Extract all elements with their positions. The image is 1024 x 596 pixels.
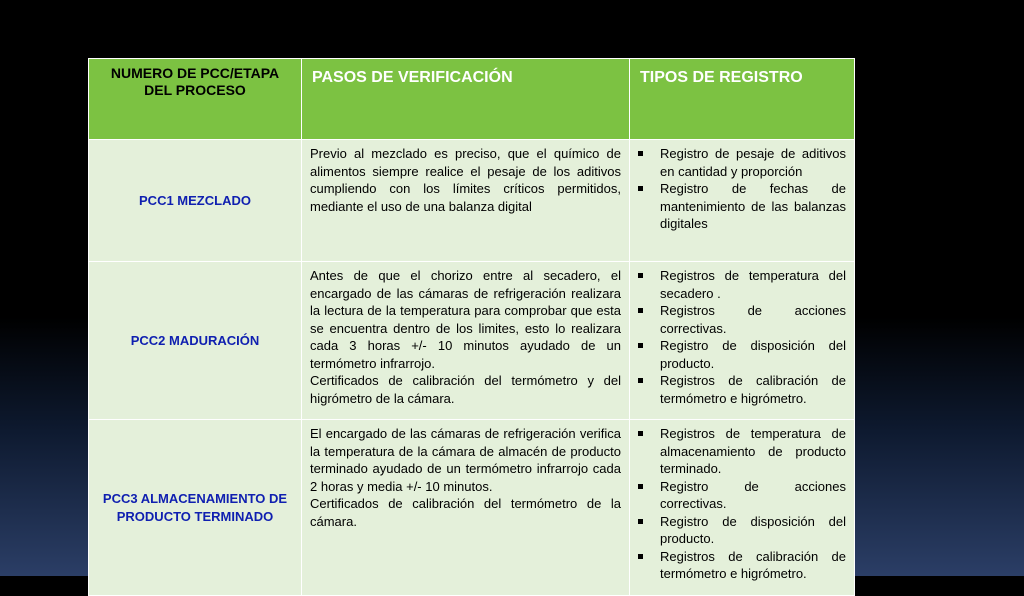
square-bullet-icon — [638, 343, 643, 348]
records-cell — [630, 262, 855, 420]
square-bullet-icon — [638, 151, 643, 156]
table-header-row — [89, 59, 855, 140]
square-bullet-icon — [638, 554, 643, 559]
square-bullet-icon — [638, 484, 643, 489]
list-item: Registro de disposición del producto. — [636, 337, 846, 372]
table-row — [89, 140, 855, 262]
list-item: Registro de disposición del producto. — [636, 513, 846, 548]
square-bullet-icon — [638, 186, 643, 191]
steps-paragraph: Certificados de calibración del termómetro y del higrómetro de la cámara. — [310, 373, 621, 406]
list-item: Registro de pesaje de aditivos en cantidad y proporción — [636, 145, 846, 180]
list-item: Registros de temperatura de almacenamiento de producto terminado. — [636, 425, 846, 478]
list-item: Registros de temperatura del secadero . — [636, 267, 846, 302]
steps-paragraph: Previo al mezclado es preciso, que el químico de alimentos siempre realice el pesaje de los aditivos cumpliendo con los límites críticos permitidos, mediante el uso de una balanza digital — [310, 146, 621, 214]
header-records: TIPOS DE REGISTRO — [630, 59, 855, 140]
verification-table — [88, 58, 855, 596]
table-row — [89, 420, 855, 596]
records-list — [636, 425, 846, 583]
square-bullet-icon — [638, 273, 643, 278]
square-bullet-icon — [638, 431, 643, 436]
verification-table-container — [88, 58, 855, 596]
stage-cell: PCC3 ALMACENAMIENTO DE PRODUCTO TERMINADO — [89, 420, 302, 596]
records-list — [636, 267, 846, 407]
steps-cell — [302, 262, 630, 420]
records-cell — [630, 420, 855, 596]
records-cell — [630, 140, 855, 262]
list-item: Registros de calibración de termómetro e higrómetro. — [636, 548, 846, 583]
list-item: Registros de acciones correctivas. — [636, 302, 846, 337]
steps-paragraph: Certificados de calibración del termómetro de la cámara. — [310, 496, 621, 529]
steps-paragraph: Antes de que el chorizo entre al secadero, el encargado de las cámaras de refrigeración realizara la lectura de la temperatura para comprobar que esta se encuentra dentro de los limites, esto lo realizara cada 3 horas +/- 10 minutos ayudado de un termómetro infrarrojo. — [310, 268, 621, 371]
square-bullet-icon — [638, 519, 643, 524]
square-bullet-icon — [638, 378, 643, 383]
steps-cell — [302, 140, 630, 262]
table-row — [89, 262, 855, 420]
stage-cell: PCC1 MEZCLADO — [89, 140, 302, 262]
records-list — [636, 145, 846, 233]
steps-paragraph: El encargado de las cámaras de refrigeración verifica la temperatura de la cámara de almacén de producto terminado ayudado de un termómetro infrarrojo cada 2 horas y media +/- 10 minutos. — [310, 426, 621, 494]
list-item: Registros de calibración de termómetro e higrómetro. — [636, 372, 846, 407]
square-bullet-icon — [638, 308, 643, 313]
header-stage: NUMERO DE PCC/ETAPA DEL PROCESO — [89, 59, 302, 140]
list-item: Registro de fechas de mantenimiento de las balanzas digitales — [636, 180, 846, 233]
header-steps: PASOS DE VERIFICACIÓN — [302, 59, 630, 140]
stage-cell: PCC2 MADURACIÓN — [89, 262, 302, 420]
steps-cell — [302, 420, 630, 596]
list-item: Registro de acciones correctivas. — [636, 478, 846, 513]
